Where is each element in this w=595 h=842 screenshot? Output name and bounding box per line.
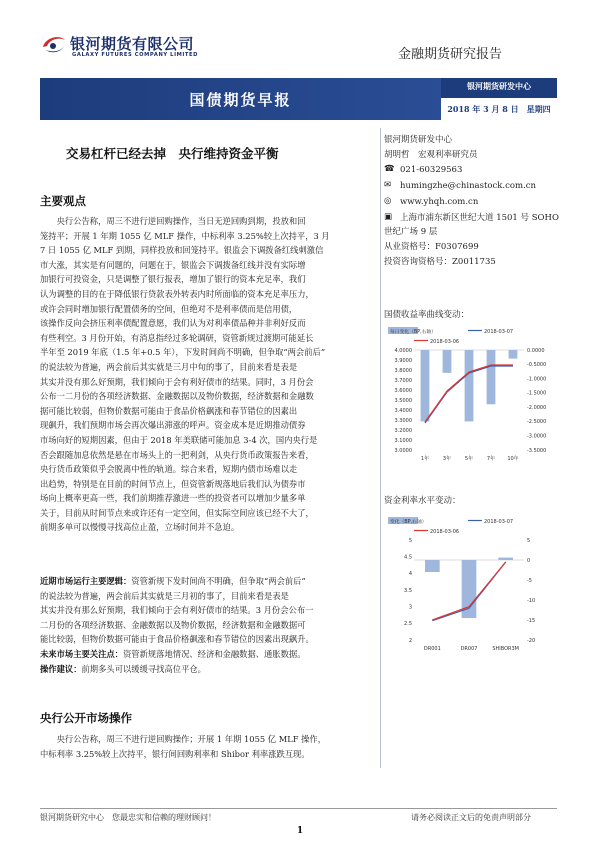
bar-mark bbox=[443, 350, 452, 373]
recent-logic-line: 的说法较为普遍，两会前后其实就是三月初的事了，目前来看是表是 bbox=[40, 590, 289, 601]
main-view-body bbox=[40, 214, 376, 535]
left-tick-label: 3.7000 bbox=[394, 377, 412, 384]
main-view-line: 市场向好的短期因素，但由于 2018 年美联储可能加息 3-4 次，国内央行是 bbox=[40, 434, 318, 445]
right-tick-label: 5 bbox=[527, 537, 531, 544]
legend-label: 2018-03-06 bbox=[430, 529, 460, 535]
legend-label: 每日变化（BP,右轴） bbox=[390, 330, 437, 335]
phone-icon: ☎ bbox=[384, 164, 395, 174]
recent-logic-text: 资管新规下发时间尚不明确，但争取“两会前后” bbox=[131, 576, 306, 586]
company-name-cn: 银河期货有限公司 bbox=[70, 35, 195, 53]
main-view-line: 否会跟随加息依然是悬在市场头上的一把利剑，从央行货币政策报告来看， bbox=[40, 449, 314, 460]
section-title-open-market: 央行公开市场操作 bbox=[40, 711, 132, 725]
sidebar-email[interactable]: humingzhe@chinastock.com.cn bbox=[400, 181, 537, 191]
right-tick-label: -15 bbox=[527, 617, 536, 624]
left-tick-label: 2.5 bbox=[404, 621, 412, 628]
main-view-line: 央行货币政策似乎会脱离中性的轨道。综合来看，短期内债市场难以走 bbox=[40, 464, 298, 475]
main-view-line: 7 日 1055 亿 MLF 到期，同样投放和回笼持平。银监会下调拨备红线刺激信 bbox=[40, 245, 324, 256]
left-tick-label: 3 bbox=[408, 604, 412, 611]
research-center-label: 银河期货研发中心 bbox=[467, 81, 531, 91]
footer-divider bbox=[40, 808, 557, 809]
chart2-title: 资金利率水平变动： bbox=[384, 496, 461, 506]
location-icon: ▣ bbox=[384, 212, 393, 222]
right-tick-label: -10 bbox=[527, 597, 536, 604]
main-view-line: 该操作反向会挤压利率债配置意愿，我们认为对利率债品种并非利好反而 bbox=[40, 318, 306, 329]
future-focus-label: 未来市场主要关注点： bbox=[40, 648, 123, 659]
main-view-line: 有些利空。3 月份开始，有消息指经过多轮调研，资管新规过渡期可能延长 bbox=[40, 332, 314, 343]
legend-label: 2018-03-07 bbox=[484, 329, 514, 335]
advice-label: 操作建议： bbox=[40, 663, 82, 674]
report-type: 金融期货研究报告 bbox=[398, 47, 503, 62]
bar-mark bbox=[498, 558, 513, 560]
recent-logic-line: 能比较弱，但物价数据可能由于食品价格飙涨和春节错位的因素出现飙升。 bbox=[40, 634, 314, 645]
main-view-line: 公布一二月份的各项经济数据、金融数据以及物价数据，经济数据和金融数 bbox=[40, 391, 314, 402]
open-market-line: 央行公告称，周三不进行逆回购操作；开展 1 年期 1055 亿 MLF 操作， bbox=[40, 734, 326, 744]
legend-label: 2018-03-07 bbox=[484, 519, 514, 525]
right-tick-label: -2.5000 bbox=[527, 419, 547, 426]
right-tick-label: -5 bbox=[527, 577, 532, 584]
open-market-line: 中标利率 3.25%较上次持平，银行间回购利率和 Shibor 利率涨跌互现。 bbox=[40, 748, 310, 759]
left-tick-label: 3.2000 bbox=[394, 427, 412, 434]
bar-mark bbox=[425, 560, 440, 572]
right-tick-label: -3.0000 bbox=[527, 433, 547, 440]
recent-logic-label: 近期市场运行主要逻辑： bbox=[40, 576, 132, 586]
main-view-line: 场向上概率更高一些，我们前期推荐激进一些的投资者可以增加少量多单 bbox=[40, 493, 306, 504]
main-view-line: 前期多单可以慢慢寻找高位止盈，立场时间并不急迫。 bbox=[40, 522, 240, 533]
email-icon: ✉ bbox=[384, 180, 392, 190]
x-tick-label: 7年 bbox=[486, 456, 496, 462]
sidebar-license: 从业资格号：F0307699 bbox=[384, 242, 479, 252]
right-tick-label: 0 bbox=[527, 557, 531, 564]
x-tick-label: 10年 bbox=[507, 456, 519, 462]
main-view-line: 央行公告称，周三不进行逆回购操作，当日无逆回购到期，投放和回 bbox=[40, 216, 306, 226]
right-tick-label: -0.5000 bbox=[527, 362, 547, 369]
left-tick-label: 4.0000 bbox=[394, 347, 412, 354]
report-title: 国债期货早报 bbox=[189, 91, 292, 109]
company-name-en: GALAXY FUTURES COMPANY LIMITED bbox=[72, 52, 199, 58]
left-tick-label: 3.8000 bbox=[394, 367, 412, 374]
right-tick-label: -2.0000 bbox=[527, 404, 547, 411]
main-view-line: 认为调整的目的在于降低银行贷款表外转表内时所面临的资本充足率压力， bbox=[40, 288, 314, 299]
sidebar-org: 银河期货研发中心 bbox=[384, 135, 453, 145]
footer-disclaimer: 请务必阅读正文后的免责声明部分 bbox=[411, 813, 531, 822]
right-tick-label: -3.5000 bbox=[527, 447, 547, 454]
advice-text: 前期多头可以缓缓寻找高位平仓。 bbox=[81, 663, 206, 674]
headline: 交易杠杆已经去掉 央行维持资金平衡 bbox=[66, 146, 279, 161]
galaxy-logo-icon bbox=[41, 34, 67, 56]
left-tick-label: 2 bbox=[408, 637, 412, 644]
recent-market-block bbox=[40, 574, 376, 676]
x-tick-label: DR001 bbox=[423, 646, 441, 652]
sidebar-phone: 021-60329563 bbox=[400, 165, 463, 175]
recent-logic-line: 二月份的各项经济数据、金融数据以及物价数据，经济数据和金融数据可 bbox=[40, 619, 306, 630]
sidebar-address: 上海市浦东新区世纪大道 1501 号 SOHO bbox=[400, 213, 559, 223]
x-tick-label: 5年 bbox=[464, 456, 474, 462]
bar-mark bbox=[462, 560, 477, 618]
x-tick-label: SHIBOR3M bbox=[492, 646, 519, 652]
legend-label: 变化（BP,右轴） bbox=[390, 520, 427, 525]
right-tick-label: -20 bbox=[527, 637, 536, 644]
open-market-body bbox=[40, 732, 560, 761]
bar-mark bbox=[487, 350, 496, 404]
legend-label: 2018-03-06 bbox=[430, 339, 460, 345]
page-number: 1 bbox=[296, 826, 304, 836]
globe-icon: ◎ bbox=[384, 196, 392, 206]
sidebar-address-2: 世纪广场 9 层 bbox=[384, 227, 438, 237]
left-tick-label: 5 bbox=[408, 537, 412, 544]
left-tick-label: 3.0000 bbox=[394, 447, 412, 454]
right-tick-label: 0.0000 bbox=[527, 347, 545, 354]
main-view-line: 现飙升，我们预期市场会再次爆出滞涨的呼声。资金成本是近期推动债券 bbox=[40, 420, 306, 431]
left-tick-label: 3.6000 bbox=[394, 387, 412, 394]
main-view-line: 笼持平；开展 1 年期 1055 亿 MLF 操作，中标利率 3.25%较上次持平，3 月 bbox=[40, 230, 330, 241]
yield-curve-chart bbox=[384, 322, 558, 472]
section-title-main-view: 主要观点 bbox=[40, 194, 86, 208]
x-tick-label: 1年 bbox=[420, 456, 430, 462]
footer-slogan: 银河期货研究中心 您最忠实和信赖的理财顾问！ bbox=[40, 813, 216, 822]
left-tick-label: 4 bbox=[408, 571, 412, 578]
main-view-line: 市大涨，其实是有问题的，问题在于，银监会下调拨备红线并没有实际增 bbox=[40, 259, 306, 270]
left-tick-label: 3.5 bbox=[404, 587, 412, 594]
right-tick-label: -1.5000 bbox=[527, 390, 547, 397]
sidebar-consult-license: 投资咨询资格号：Z0011735 bbox=[384, 257, 496, 267]
left-tick-label: 3.4000 bbox=[394, 407, 412, 414]
left-tick-label: 3.5000 bbox=[394, 397, 412, 404]
left-tick-label: 3.9000 bbox=[394, 357, 412, 364]
main-view-line: 其实并没有那么好预期，我们倾向于会有利好债市的结果。同时，3 月份会 bbox=[40, 376, 314, 387]
recent-logic-line: 其实并没有那么好预期，我们倾向于会有利好债市的结果。3 月份会公布一 bbox=[40, 605, 314, 616]
x-tick-label: 3年 bbox=[442, 456, 452, 462]
sidebar-website[interactable]: www.yhqh.com.cn bbox=[400, 197, 479, 207]
left-tick-label: 3.1000 bbox=[394, 437, 412, 444]
x-tick-label: DR007 bbox=[460, 646, 478, 652]
left-tick-label: 4.5 bbox=[404, 554, 412, 561]
sidebar-analyst: 胡明哲 宏观利率研究员 bbox=[384, 150, 478, 160]
bar-mark bbox=[509, 350, 518, 359]
main-view-line: 半年至 2019 年底（1.5 年+0.5 年），下发时间尚不明确，但争取“两会前后” bbox=[40, 347, 326, 358]
main-view-line: 出趋势，特别是在目前的时间节点上，但资管新规落地后我们认为债券市 bbox=[40, 478, 306, 489]
future-focus-text: 资管新规落地情况、经济和金融数据、通胀数据。 bbox=[122, 648, 306, 659]
left-tick-label: 3.3000 bbox=[394, 417, 412, 424]
main-view-line: 据可能比较弱，但物价数据可能由于食品价格飙涨和春节错位的因素出 bbox=[40, 405, 298, 416]
chart1-title: 国债收益率曲线变动： bbox=[384, 310, 470, 320]
report-date: 2018 年 3 月 8 日 星期四 bbox=[447, 104, 551, 114]
right-tick-label: -1.0000 bbox=[527, 376, 547, 383]
main-view-line: 加银行可投资金，只是调整了银行报表，增加了银行的资本充足率，我们 bbox=[40, 274, 306, 285]
main-view-line: 或许会同时增加银行配置债务的空间，但绝对不是利率债而是信用债， bbox=[40, 303, 298, 314]
column-divider bbox=[380, 128, 381, 768]
funding-rate-chart bbox=[384, 512, 558, 662]
bar-mark bbox=[421, 350, 430, 421]
main-view-line: 关于，目前从时间节点来或许还有一定空间，但实际空间应该已经不大了， bbox=[40, 507, 314, 518]
bar-mark bbox=[465, 350, 474, 421]
main-view-line: 的说法较为普遍，两会前后其实就是三月中旬的事了，目前来看是表是 bbox=[40, 361, 298, 372]
